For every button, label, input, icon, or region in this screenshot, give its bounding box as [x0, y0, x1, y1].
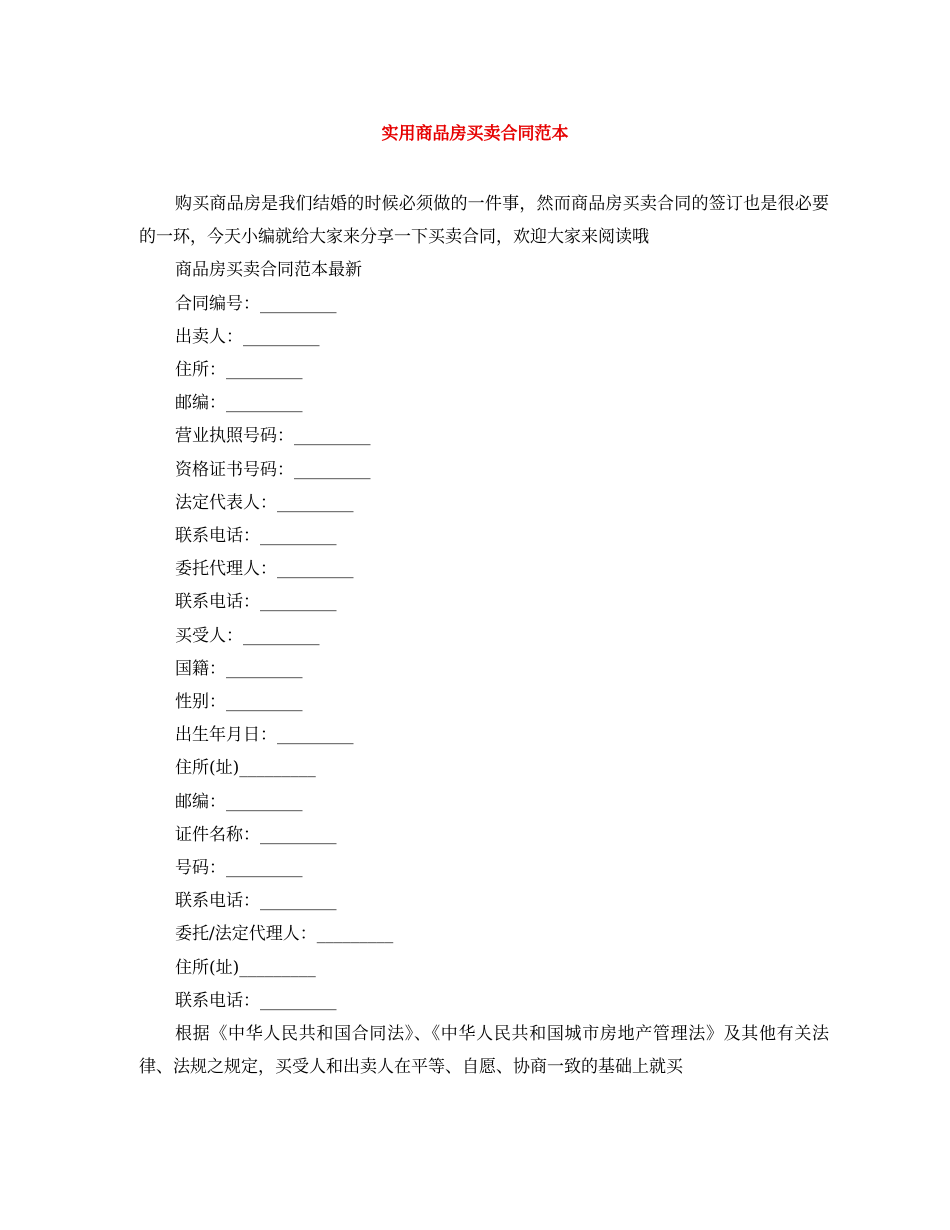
document-body [139, 188, 829, 1084]
field-seller-agent: 委托代理人：_________ [175, 559, 354, 580]
field-contract-number: 合同编号：_________ [175, 293, 337, 314]
field-buyer-nationality: 国籍：_________ [175, 658, 303, 679]
field-id-number: 号码：_________ [175, 858, 303, 879]
field-seller-phone: 联系电话：_________ [175, 526, 337, 547]
field-seller-agent-phone: 联系电话：_________ [175, 592, 337, 613]
field-buyer-agent-address: 住所(址)_________ [175, 957, 316, 978]
field-buyer-postcode: 邮编：_________ [175, 791, 303, 812]
field-seller-address: 住所：_________ [175, 360, 303, 381]
section-heading: 商品房买卖合同范本最新 [175, 260, 362, 281]
field-buyer-gender: 性别：_________ [175, 692, 303, 713]
field-id-document-type: 证件名称：_________ [175, 824, 337, 845]
closing-paragraph: 根据《中华人民共和国合同法》、《中华人民共和国城市房地产管理法》及其他有关法律、法规之规定，买受人和出卖人在平等、自愿、协商一致的基础上就买 [139, 1024, 829, 1078]
field-legal-representative: 法定代表人：_________ [175, 492, 354, 513]
field-qualification-cert: 资格证书号码：_________ [175, 459, 371, 480]
field-buyer-phone: 联系电话：_________ [175, 891, 337, 912]
field-business-license: 营业执照号码：_________ [175, 426, 371, 447]
field-buyer-agent: 委托/法定代理人：_________ [175, 924, 394, 945]
document-title: 实用商品房买卖合同范本 [381, 124, 569, 144]
field-seller-postcode: 邮编：_________ [175, 393, 303, 414]
intro-paragraph: 购买商品房是我们结婚的时候必须做的一件事，然而商品房买卖合同的签订也是很必要的一环，今天小编就给大家来分享一下买卖合同，欢迎大家来阅读哦 [139, 194, 829, 248]
field-buyer: 买受人：_________ [175, 625, 320, 646]
field-buyer-birthdate: 出生年月日：_________ [175, 725, 354, 746]
field-seller: 出卖人：_________ [175, 326, 320, 347]
field-buyer-agent-phone: 联系电话：_________ [175, 990, 337, 1011]
field-buyer-address: 住所(址)_________ [175, 758, 316, 779]
